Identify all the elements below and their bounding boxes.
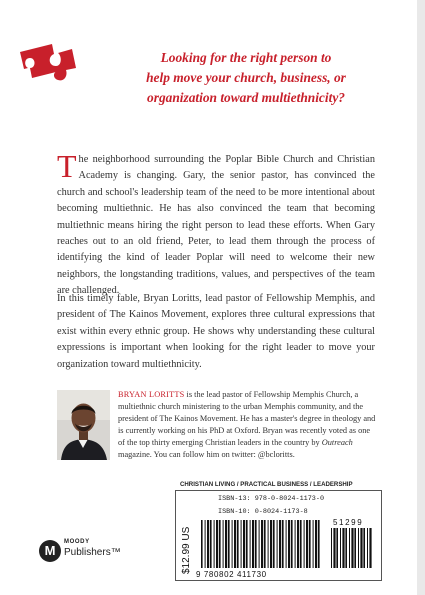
category-line: CHRISTIAN LIVING / PRACTICAL BUSINESS / LEADERSHIP xyxy=(180,481,353,488)
tagline-line-3: organization toward multiethnicity? xyxy=(147,90,345,105)
puzzle-piece-icon xyxy=(14,38,84,100)
barcode-bar xyxy=(358,528,359,568)
publisher-name-top: MOODY xyxy=(64,539,90,545)
barcode-bar xyxy=(216,520,218,568)
isbn-10: ISBN-10: 0-8024-1173-8 xyxy=(218,508,308,516)
isbn-13: ISBN-13: 978-0-8024-1173-0 xyxy=(218,495,325,503)
price-addon-barcode xyxy=(330,528,374,572)
barcode-bar xyxy=(205,520,206,568)
author-bio xyxy=(118,389,378,460)
price-text: $12.99 US xyxy=(181,526,192,574)
addon-digits: 51299 xyxy=(333,518,364,527)
barcode-bar xyxy=(234,520,236,568)
synopsis-paragraph-1 xyxy=(57,148,375,300)
barcode-bar xyxy=(306,520,308,568)
barcode-bar xyxy=(291,520,293,568)
barcode-bar xyxy=(354,528,356,568)
barcode-bar xyxy=(331,528,332,568)
price xyxy=(178,494,192,576)
barcode-bar xyxy=(345,528,347,568)
barcode-bar xyxy=(297,520,299,568)
barcode-bar xyxy=(363,528,365,568)
tagline xyxy=(122,48,370,108)
barcode-bar xyxy=(279,520,281,568)
synopsis-paragraph-2: In this timely fable, Bryan Loritts, lead pastor of Fellowship Memphis, and president of The Kainos Movement, explores three cultural expressions that exist within every ethnic group. He shows why understanding these cultural expressions is important when looking for the right leader to move your organization toward multiethnicity. xyxy=(57,293,375,370)
barcode-bar xyxy=(243,520,245,568)
ean-barcode xyxy=(200,520,324,572)
barcode-bar xyxy=(367,528,368,568)
barcode-bar xyxy=(277,520,278,568)
publisher-logo xyxy=(39,538,129,568)
author-photo xyxy=(57,390,110,460)
barcode-bar xyxy=(270,520,272,568)
bio-text-2: magazine. You can follow him on twitter: @bcloritts. xyxy=(118,449,295,459)
barcode-bar xyxy=(288,520,290,568)
author-name: BRYAN LORITTS xyxy=(118,390,185,399)
synopsis-text-1: he neighborhood surrounding the Poplar Bible Church and Christian Academy is changing. Gary, the senior pastor, has convinced the church and school's leadership team of the need to be more intentional about becoming multiethnic. He has also convinced the team that becoming multiethnic means hiring the right person to lead these efforts. When Gary reaches out to an old friend, Peter, to lead them through the process of identifying the kind of leader Poplar will need to welcome their new neighbors, the longstanding traditions, values, and perspectives of the team are challenged. xyxy=(57,154,375,297)
publisher-name-bottom: Publishers™ xyxy=(64,547,121,558)
barcode-bar xyxy=(255,520,257,568)
barcode-bar xyxy=(336,528,338,568)
barcode-bar xyxy=(315,520,317,568)
barcode-bar xyxy=(219,520,221,568)
cover-edge xyxy=(417,0,425,595)
barcode-bar xyxy=(304,520,305,568)
barcode-bar xyxy=(264,520,266,568)
barcode-bar xyxy=(309,520,311,568)
barcode-bar xyxy=(252,520,254,568)
barcode-bar xyxy=(286,520,287,568)
barcode-bar xyxy=(246,520,248,568)
barcode-bar xyxy=(201,520,203,568)
tagline-line-2: help move your church, business, or xyxy=(146,70,346,85)
barcode-bar xyxy=(300,520,302,568)
barcode-bar xyxy=(349,528,350,568)
barcode-bar xyxy=(295,520,296,568)
barcode-bar xyxy=(223,520,224,568)
barcode-bar xyxy=(241,520,242,568)
moody-m-icon: M xyxy=(39,540,61,562)
barcode-bar xyxy=(333,528,335,568)
barcode-bar xyxy=(232,520,233,568)
drop-cap: T xyxy=(57,148,77,184)
barcode-bar xyxy=(228,520,230,568)
barcode-digits: 9 780802 411730 xyxy=(196,570,267,579)
magazine-name: Outreach xyxy=(321,437,353,447)
barcode-bar xyxy=(351,528,353,568)
barcode-bar xyxy=(225,520,227,568)
barcode-bar xyxy=(250,520,251,568)
barcode-bar xyxy=(261,520,263,568)
barcode-bar xyxy=(369,528,371,568)
barcode-bar xyxy=(207,520,209,568)
barcode-bar xyxy=(342,528,344,568)
barcode-bar xyxy=(273,520,275,568)
bio-text-1: is the lead pastor of Fellowship Memphis Church, a multiethnic church ministering to the urban Memphis community, and the president of The Kainos Movement. He has a master's degree in theology and is currently working on his PhD at Oxford. Bryan was recently voted as one of the top thirty emerging Christian leaders in the country by xyxy=(118,390,376,447)
barcode-bar xyxy=(318,520,320,568)
barcode-bar xyxy=(268,520,269,568)
barcode-bar xyxy=(313,520,314,568)
barcode-bar xyxy=(282,520,284,568)
barcode-bar xyxy=(214,520,215,568)
barcode-bar xyxy=(259,520,260,568)
tagline-line-1: Looking for the right person to xyxy=(160,50,332,65)
barcode-bar xyxy=(340,528,341,568)
barcode-bar xyxy=(237,520,239,568)
barcode-bar xyxy=(210,520,212,568)
barcode-bar xyxy=(360,528,362,568)
